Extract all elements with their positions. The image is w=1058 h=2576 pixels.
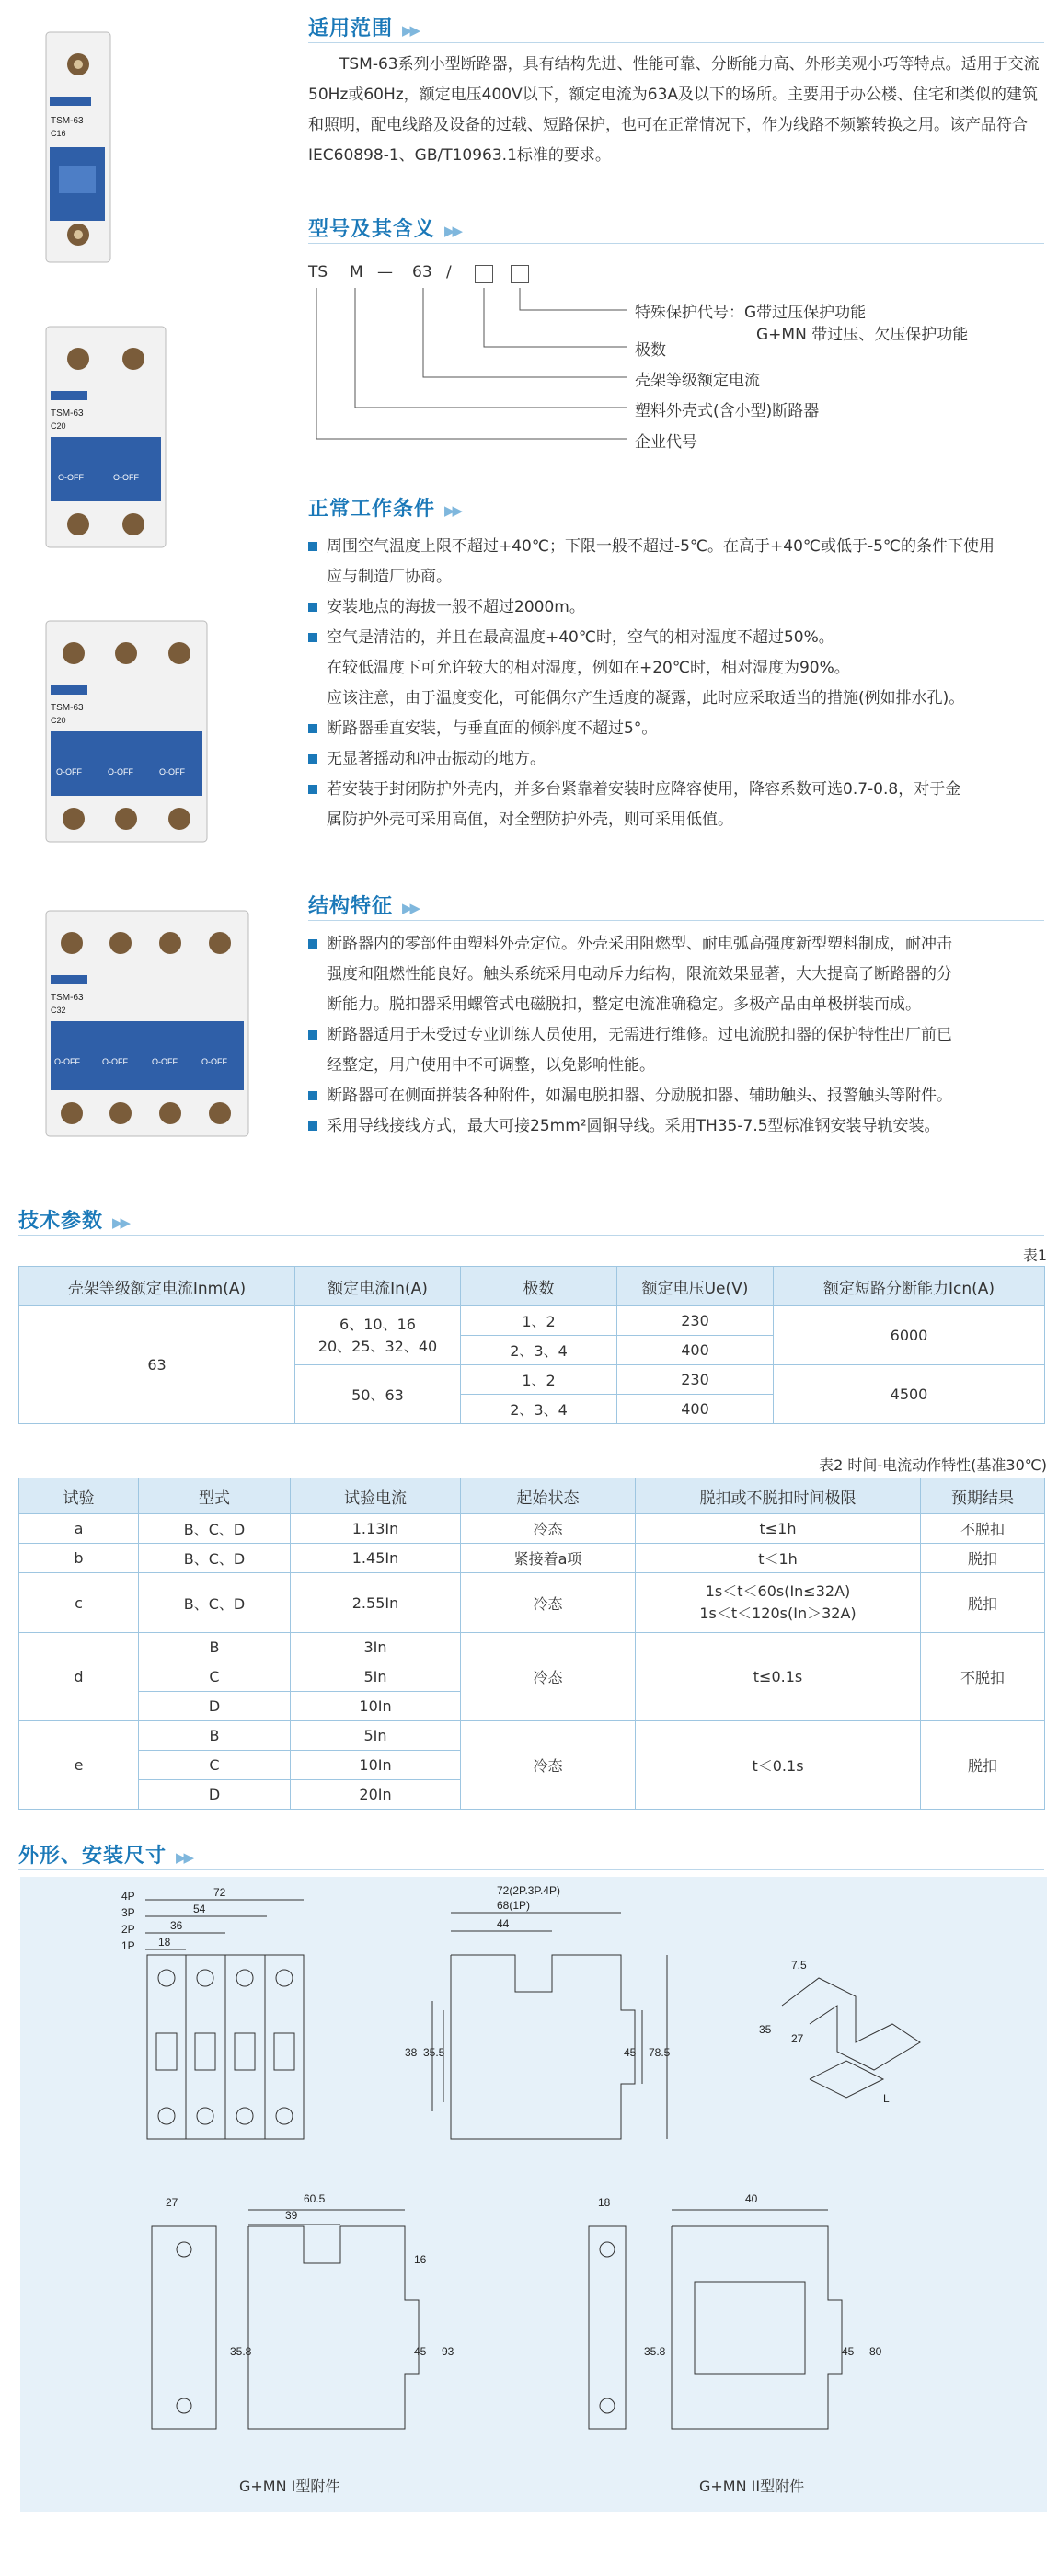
table-cell: 1.13In bbox=[291, 1514, 461, 1544]
table-cell: 230 bbox=[617, 1365, 774, 1395]
dim-value: 39 bbox=[285, 2209, 298, 2222]
structure-item bbox=[308, 1081, 1053, 1111]
breaker-2p-switch-2: O-OFF bbox=[113, 473, 139, 482]
dims-title bbox=[18, 1840, 191, 1869]
structure-line: 断路器可在侧面拼装各种附件，如漏电脱扣器、分励脱扣器、辅助触头、报警触头等附件。 bbox=[327, 1087, 952, 1105]
accessory-2-label: G+MN II型附件 bbox=[699, 2478, 805, 2495]
model-meaning-gmn: G+MN 带过压、欠压保护功能 bbox=[756, 326, 969, 344]
structure-title-text: 结构特征 bbox=[308, 895, 394, 918]
conditions-list bbox=[308, 532, 1053, 835]
dim-value: 45 bbox=[414, 2345, 427, 2358]
accessory-1-label: G+MN I型附件 bbox=[239, 2478, 340, 2495]
breaker-3p-brand: TSM-63 bbox=[51, 703, 84, 713]
bullet-square-icon bbox=[308, 724, 317, 733]
dims-title-text: 外形、安装尺寸 bbox=[18, 1845, 167, 1868]
table-cell: t≤0.1s bbox=[636, 1633, 921, 1721]
accessory-2-drawing bbox=[570, 2190, 902, 2466]
table-header: 极数 bbox=[461, 1267, 617, 1306]
model-meaning-frame: 壳架等级额定电流 bbox=[635, 372, 760, 390]
dim-value: 72 bbox=[213, 1886, 226, 1899]
structure-line: 采用导线接线方式，最大可接25mm²圆铜导线。采用TH35-7.5型标准钢安装导轨安装。 bbox=[327, 1117, 940, 1135]
breaker-4p-switch-3: O-OFF bbox=[152, 1057, 178, 1066]
table-cell-line: 1s＜t＜120s(In＞32A) bbox=[699, 1604, 857, 1622]
model-code-slash: / bbox=[446, 263, 452, 282]
bullet-square-icon bbox=[308, 633, 317, 642]
condition-line: 若安装于封闭防护外壳内，并多台紧靠着安装时应降容使用，降容系数可选0.7-0.8，对于金 bbox=[327, 780, 961, 799]
tech-title bbox=[18, 1205, 128, 1234]
dim-value: 45 bbox=[842, 2345, 855, 2358]
bullet-square-icon bbox=[308, 1091, 317, 1100]
table-cell: 冷态 bbox=[461, 1514, 636, 1544]
breaker-2p-brand: TSM-63 bbox=[51, 408, 84, 419]
condition-line: 断路器垂直安装，与垂直面的倾斜度不超过5°。 bbox=[327, 719, 658, 738]
table-cell: 2、3、4 bbox=[461, 1336, 617, 1365]
breaker-4p-switch-4: O-OFF bbox=[201, 1057, 227, 1066]
table-cell: B、C、D bbox=[139, 1573, 291, 1633]
table-row bbox=[19, 1721, 1045, 1751]
tech-divider bbox=[18, 1235, 1044, 1236]
table-cell: 脱扣 bbox=[921, 1721, 1045, 1810]
table-cell: D bbox=[139, 1780, 291, 1810]
table-cell: 6000 bbox=[774, 1306, 1045, 1365]
dim-value: L bbox=[883, 2092, 890, 2105]
accessory-1-drawing bbox=[138, 2190, 469, 2466]
table-cell: 不脱扣 bbox=[921, 1633, 1045, 1721]
table-header: 额定短路分断能力Icn(A) bbox=[774, 1267, 1045, 1306]
breaker-4p-switch-1: O-OFF bbox=[54, 1057, 80, 1066]
breaker-3p-switch-3: O-OFF bbox=[159, 767, 185, 776]
dim-value: 60.5 bbox=[304, 2192, 326, 2205]
table-cell: B、C、D bbox=[139, 1514, 291, 1544]
structure-item bbox=[308, 1111, 1053, 1142]
table-cell: 3In bbox=[291, 1633, 461, 1662]
condition-item bbox=[308, 714, 1053, 744]
model-code-m: M bbox=[350, 263, 363, 282]
table-cell: 5In bbox=[291, 1662, 461, 1692]
table-cell bbox=[636, 1573, 921, 1633]
dim-value: 40 bbox=[745, 2192, 758, 2205]
table-row bbox=[19, 1306, 1045, 1336]
model-code-63: 63 bbox=[412, 263, 432, 282]
model-meaning-company: 企业代号 bbox=[635, 433, 697, 452]
table-cell: 10In bbox=[291, 1751, 461, 1780]
dim-value: 80 bbox=[869, 2345, 882, 2358]
table-cell: B bbox=[139, 1633, 291, 1662]
table-cell: 脱扣 bbox=[921, 1544, 1045, 1573]
breaker-3p-switch-2: O-OFF bbox=[108, 767, 133, 776]
table-cell: 400 bbox=[617, 1395, 774, 1424]
dim-value: 7.5 bbox=[791, 1959, 807, 1972]
table-cell: a bbox=[19, 1514, 139, 1544]
structure-title bbox=[308, 891, 418, 919]
model-title bbox=[308, 213, 460, 242]
bullet-square-icon bbox=[308, 1030, 317, 1040]
structure-line: 强度和阻燃性能良好。触头系统采用电动斥力结构，限流效果显著，大大提高了断路器的分 bbox=[327, 965, 952, 983]
table-cell: 冷态 bbox=[461, 1573, 636, 1633]
chevron-right-icon: ▶▶ bbox=[402, 900, 419, 916]
model-code-ts: TS bbox=[308, 263, 328, 282]
dims-divider bbox=[18, 1869, 1044, 1870]
table-cell: d bbox=[19, 1633, 139, 1721]
table-cell: 20In bbox=[291, 1780, 461, 1810]
rail-drawing bbox=[754, 1950, 938, 2134]
table-cell: b bbox=[19, 1544, 139, 1573]
table-header-row bbox=[19, 1478, 1045, 1514]
table-header: 试验 bbox=[19, 1478, 139, 1514]
dim-value: 44 bbox=[497, 1917, 510, 1930]
breaker-4p-switch-2: O-OFF bbox=[102, 1057, 128, 1066]
structure-item bbox=[308, 929, 1053, 960]
model-divider bbox=[308, 243, 1044, 244]
table-cell: 1.45In bbox=[291, 1544, 461, 1573]
table1-caption: 表1 bbox=[1022, 1247, 1047, 1264]
structure-item bbox=[308, 1020, 1053, 1051]
table-row bbox=[19, 1573, 1045, 1633]
table-header: 预期结果 bbox=[921, 1478, 1045, 1514]
table-cell: 5In bbox=[291, 1721, 461, 1751]
breaker-3p-switch-1: O-OFF bbox=[56, 767, 82, 776]
table-header: 型式 bbox=[139, 1478, 291, 1514]
table-cell: 冷态 bbox=[461, 1721, 636, 1810]
model-code-dash: — bbox=[377, 263, 393, 282]
dim-value: 35 bbox=[759, 2023, 772, 2036]
condition-line: 空气是清洁的，并且在最高温度+40℃时，空气的相对湿度不超过50%。 bbox=[327, 628, 834, 647]
dim-value: 18 bbox=[598, 2196, 611, 2209]
table-cell: 50、63 bbox=[295, 1365, 461, 1424]
dim-value: 27 bbox=[791, 2032, 804, 2045]
model-meaning-special: 特殊保护代号：G带过压保护功能 bbox=[635, 304, 867, 322]
condition-line: 无显著摇动和冲击振动的地方。 bbox=[327, 750, 546, 768]
scope-title-text: 适用范围 bbox=[308, 17, 394, 40]
scope-divider bbox=[308, 42, 1044, 43]
table-cell: t≤1h bbox=[636, 1514, 921, 1544]
table-cell: B、C、D bbox=[139, 1544, 291, 1573]
model-title-text: 型号及其含义 bbox=[308, 218, 436, 241]
dim-value: 18 bbox=[158, 1936, 171, 1949]
table-cell: C bbox=[139, 1662, 291, 1692]
dim-value: 38 bbox=[405, 2046, 418, 2059]
dim-value: 35.8 bbox=[644, 2345, 666, 2358]
breaker-2p-switch-1: O-OFF bbox=[58, 473, 84, 482]
table-cell: 紧接着a项 bbox=[461, 1544, 636, 1573]
dim-value: 93 bbox=[442, 2345, 454, 2358]
structure-line: 断路器适用于未受过专业训练人员使用，无需进行维修。过电流脱扣器的保护特性出厂前已 bbox=[327, 1026, 952, 1044]
table-cell bbox=[295, 1306, 461, 1365]
table-cell: 冷态 bbox=[461, 1633, 636, 1721]
conditions-title-text: 正常工作条件 bbox=[308, 498, 436, 521]
structure-line: 经整定，用户使用中不可调整，以免影响性能。 bbox=[327, 1056, 655, 1075]
bullet-square-icon bbox=[308, 542, 317, 551]
condition-item bbox=[308, 744, 1053, 775]
dim-value: 36 bbox=[170, 1919, 183, 1932]
dim-value: 72(2P.3P.4P) bbox=[497, 1884, 560, 1897]
dim-value: 54 bbox=[193, 1903, 206, 1915]
table-header: 壳架等级额定电流Inm(A) bbox=[19, 1267, 295, 1306]
bullet-square-icon bbox=[308, 785, 317, 794]
table-cell: 4500 bbox=[774, 1365, 1045, 1424]
bullet-square-icon bbox=[308, 1121, 317, 1131]
condition-item bbox=[308, 532, 1053, 562]
table-cell: 10In bbox=[291, 1692, 461, 1721]
table2-caption: 表2 时间-电流动作特性(基准30℃) bbox=[819, 1456, 1047, 1474]
structure-list bbox=[308, 929, 1053, 1142]
table-cell-line: 6、10、16 bbox=[339, 1315, 416, 1333]
condition-item bbox=[308, 592, 1053, 623]
dim-label: 1P bbox=[121, 1939, 135, 1952]
time-current-table bbox=[18, 1478, 1045, 1810]
dim-label: 3P bbox=[121, 1906, 135, 1919]
model-meaning-poles: 极数 bbox=[635, 341, 666, 360]
dim-value: 35.5 bbox=[423, 2046, 445, 2059]
scope-paragraph: TSM-63系列小型断路器，具有结构先进、性能可靠、分断能力高、外形美观小巧等特点。适用于交流50Hz或60Hz，额定电压400V以下，额定电流为63A及以下的场所。主要用于办公楼、住宅和类似的建筑和照明，配电线路及设备的过载、短路保护，也可在正常情况下，作为线路不频繁转换之用。该产品符合IEC60898-1、GB/T10963.1标准的要求。 bbox=[308, 55, 1040, 165]
table-header: 额定电流In(A) bbox=[295, 1267, 461, 1306]
dim-value: 27 bbox=[166, 2196, 178, 2209]
table-row bbox=[19, 1544, 1045, 1573]
breaker-3p-image bbox=[41, 616, 216, 846]
table-cell: 2.55In bbox=[291, 1573, 461, 1633]
table-cell: B bbox=[139, 1721, 291, 1751]
table-cell: 不脱扣 bbox=[921, 1514, 1045, 1544]
rating-table bbox=[18, 1266, 1045, 1424]
breaker-4p-brand: TSM-63 bbox=[51, 993, 84, 1003]
condition-line: 属防护外壳可采用高值，对全塑防护外壳，则可采用低值。 bbox=[327, 811, 733, 829]
condition-line: 应该注意，由于温度变化，可能偶尔产生适度的凝露，此时应采取适当的措施(例如排水孔)。 bbox=[327, 689, 965, 707]
table-header: 脱扣或不脱扣时间极限 bbox=[636, 1478, 921, 1514]
table-cell: 脱扣 bbox=[921, 1573, 1045, 1633]
dim-value: 35.8 bbox=[230, 2345, 252, 2358]
structure-line: 断路器内的零部件由塑料外壳定位。外壳采用阻燃型、耐电弧高强度新型塑料制成，耐冲击 bbox=[327, 935, 952, 953]
side-view-drawing bbox=[405, 1881, 681, 2157]
chevron-right-icon: ▶▶ bbox=[176, 1849, 192, 1866]
chevron-right-icon: ▶▶ bbox=[112, 1214, 129, 1231]
model-tree-lines bbox=[304, 281, 635, 465]
breaker-2p-rating: C20 bbox=[51, 421, 66, 431]
scope-title bbox=[308, 13, 418, 41]
table-cell: e bbox=[19, 1721, 139, 1810]
tech-title-text: 技术参数 bbox=[18, 1210, 104, 1233]
table-cell: 230 bbox=[617, 1306, 774, 1336]
table-cell: D bbox=[139, 1692, 291, 1721]
dim-label: 4P bbox=[121, 1890, 135, 1903]
table-cell: 400 bbox=[617, 1336, 774, 1365]
conditions-title bbox=[308, 493, 460, 522]
table-header-row bbox=[19, 1267, 1045, 1306]
dim-value: 45 bbox=[624, 2046, 637, 2059]
table-cell-line: 20、25、32、40 bbox=[317, 1337, 438, 1355]
table-row bbox=[19, 1514, 1045, 1544]
breaker-4p-image bbox=[41, 906, 253, 1141]
condition-item bbox=[308, 775, 1053, 805]
table-cell: 1、2 bbox=[461, 1306, 617, 1336]
bullet-square-icon bbox=[308, 939, 317, 949]
table-cell: 1、2 bbox=[461, 1365, 617, 1395]
condition-line: 周围空气温度上限不超过+40℃；下限一般不超过-5℃。在高于+40℃或低于-5℃的条件下使用 bbox=[327, 537, 995, 556]
table-header: 起始状态 bbox=[461, 1478, 636, 1514]
chevron-right-icon: ▶▶ bbox=[444, 223, 461, 239]
dim-value: 78.5 bbox=[649, 2046, 671, 2059]
bullet-square-icon bbox=[308, 603, 317, 612]
breaker-1p-rating: C16 bbox=[51, 129, 66, 138]
structure-line: 断能力。脱扣器采用螺管式电磁脱扣，整定电流准确稳定。多极产品由单极拼装而成。 bbox=[327, 995, 921, 1014]
table-cell: 2、3、4 bbox=[461, 1395, 617, 1424]
structure-divider bbox=[308, 920, 1044, 921]
table-row bbox=[19, 1633, 1045, 1662]
model-meaning-plastic: 塑料外壳式(含小型)断路器 bbox=[635, 402, 820, 420]
chevron-right-icon: ▶▶ bbox=[444, 502, 461, 519]
table-cell: 63 bbox=[19, 1306, 295, 1424]
breaker-4p-rating: C32 bbox=[51, 1006, 66, 1015]
dim-value: 16 bbox=[414, 2253, 427, 2266]
dim-value: 68(1P) bbox=[497, 1899, 531, 1912]
condition-line: 在较低温度下可允许较大的相对湿度，例如在+20℃时，相对湿度为90%。 bbox=[327, 659, 850, 677]
condition-line: 应与制造厂协商。 bbox=[327, 568, 452, 586]
table-header: 额定电压Ue(V) bbox=[617, 1267, 774, 1306]
table-header: 试验电流 bbox=[291, 1478, 461, 1514]
chevron-right-icon: ▶▶ bbox=[402, 22, 419, 39]
dim-label: 2P bbox=[121, 1923, 135, 1936]
breaker-1p-image bbox=[37, 28, 120, 267]
breaker-2p-image bbox=[41, 322, 179, 552]
condition-item bbox=[308, 623, 1053, 653]
table-cell: C bbox=[139, 1751, 291, 1780]
condition-line: 安装地点的海拔一般不超过2000m。 bbox=[327, 598, 585, 616]
bullet-square-icon bbox=[308, 754, 317, 764]
breaker-3p-rating: C20 bbox=[51, 716, 66, 725]
table-cell: c bbox=[19, 1573, 139, 1633]
front-view-drawing bbox=[120, 1881, 331, 2157]
table-cell-line: 1s＜t＜60s(In≤32A) bbox=[705, 1582, 851, 1600]
table-cell: t＜1h bbox=[636, 1544, 921, 1573]
breaker-1p-brand: TSM-63 bbox=[51, 116, 84, 126]
table-cell: t＜0.1s bbox=[636, 1721, 921, 1810]
